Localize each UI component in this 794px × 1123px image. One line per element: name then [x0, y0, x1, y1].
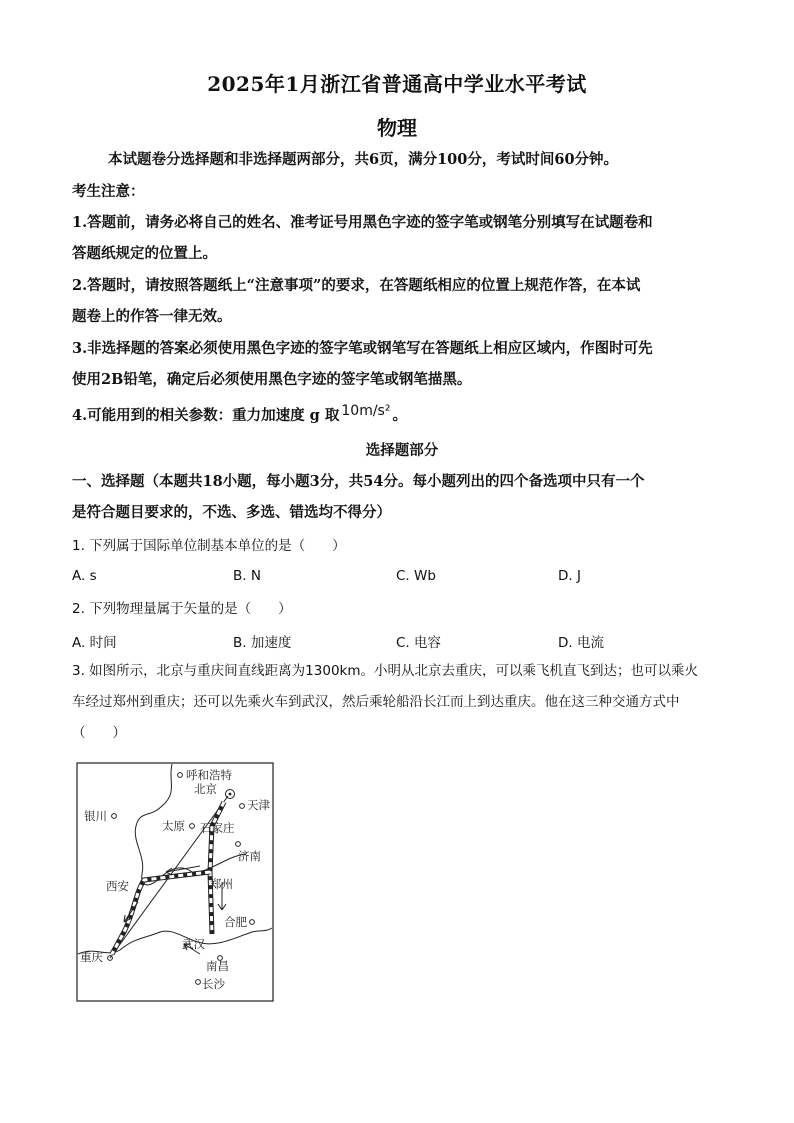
exam-title: 2025年1月浙江省普通高中学业水平考试: [207, 72, 587, 96]
question-2-option-b: B. 加速度: [233, 635, 292, 651]
label-huhehaote: 呼和浩特: [186, 768, 232, 782]
label-xian: 西安: [106, 879, 129, 893]
gravity-unit: 10m/s²: [341, 403, 391, 419]
notice-item-1-cont: 答题纸规定的位置上。: [72, 245, 217, 262]
notice-item-4: [72, 403, 732, 426]
notice-item-1: 1.答题前，请务必将自己的姓名、准考证号用黑色字迹的签字笔或钢笔分别填写在试题卷和: [72, 214, 653, 231]
intro-text: 本试题卷分选择题和非选择题两部分，共6页，满分100分，考试时间60分钟。: [108, 151, 619, 168]
question-2-option-d: D. 电流: [558, 635, 604, 651]
label-shijiazhuang: 石家庄: [200, 821, 235, 835]
route-map-figure: [76, 762, 274, 1002]
label-nanchang: 南昌: [206, 959, 229, 973]
label-wuhan: 武汉: [182, 937, 205, 951]
question-1-option-b: B. N: [233, 568, 261, 584]
question-3-stem-cont: 车经过郑州到重庆；还可以先乘火车到武汉，然后乘轮船沿长江而上到达重庆。他在这三种交通方式中: [72, 694, 680, 710]
section-heading-cont: 是符合题目要求的，不选、多选、错选均不得分）: [72, 504, 391, 521]
label-beijing: 北京: [194, 782, 217, 796]
section-heading: 一、选择题（本题共18小题，每小题3分，共54分。每小题列出的四个备选项中只有一个: [72, 473, 645, 490]
question-3-answer-paren: （ ）: [72, 725, 126, 741]
capital-marker-center-icon: [229, 793, 232, 796]
notice-item-2: 2.答题时，请按照答题纸上“注意事项”的要求，在答题纸相应的位置上规范作答，在本试: [72, 277, 641, 294]
notice-item-4-end: 。: [392, 407, 407, 424]
question-2-stem: 2. 下列物理量属于矢量的是（ ）: [72, 601, 292, 617]
question-1-option-c: C. Wb: [396, 568, 436, 584]
question-1-stem: 1. 下列属于国际单位制基本单位的是（ ）: [72, 538, 346, 554]
label-hefei: 合肥: [224, 915, 247, 929]
question-3-stem: 3. 如图所示，北京与重庆间直线距离为1300km。小明从北京去重庆，可以乘飞机直飞到达；也可以乘火: [72, 663, 698, 679]
question-2-option-a: A. 时间: [72, 635, 117, 651]
section-title: 选择题部分: [365, 442, 439, 459]
label-yinchuan: 银川: [84, 809, 107, 823]
subject-title: 物理: [377, 116, 417, 140]
label-tianjin: 天津: [247, 798, 270, 812]
notice-item-4-text: 4.可能用到的相关参数：重力加速度 g 取: [72, 407, 340, 424]
label-taiyuan: 太原: [162, 819, 185, 833]
notice-item-2-cont: 题卷上的作答一律无效。: [72, 308, 232, 325]
label-changsha: 长沙: [202, 977, 225, 991]
label-zhengzhou: 郑州: [210, 877, 233, 891]
label-chongqing: 重庆: [80, 950, 103, 964]
notice-item-3: 3.非选择题的答案必须使用黑色字迹的签字笔或钢笔写在答题纸上相应区域内，作图时可先: [72, 340, 653, 357]
notice-heading: 考生注意：: [72, 183, 145, 200]
question-1-option-a: A. s: [72, 568, 97, 584]
notice-item-3-cont: 使用2B铅笔，确定后必须使用黑色字迹的签字笔或钢笔描黑。: [72, 371, 472, 388]
question-1-option-d: D. J: [558, 568, 581, 584]
question-2-option-c: C. 电容: [396, 635, 442, 651]
label-jinan: 济南: [238, 849, 261, 863]
